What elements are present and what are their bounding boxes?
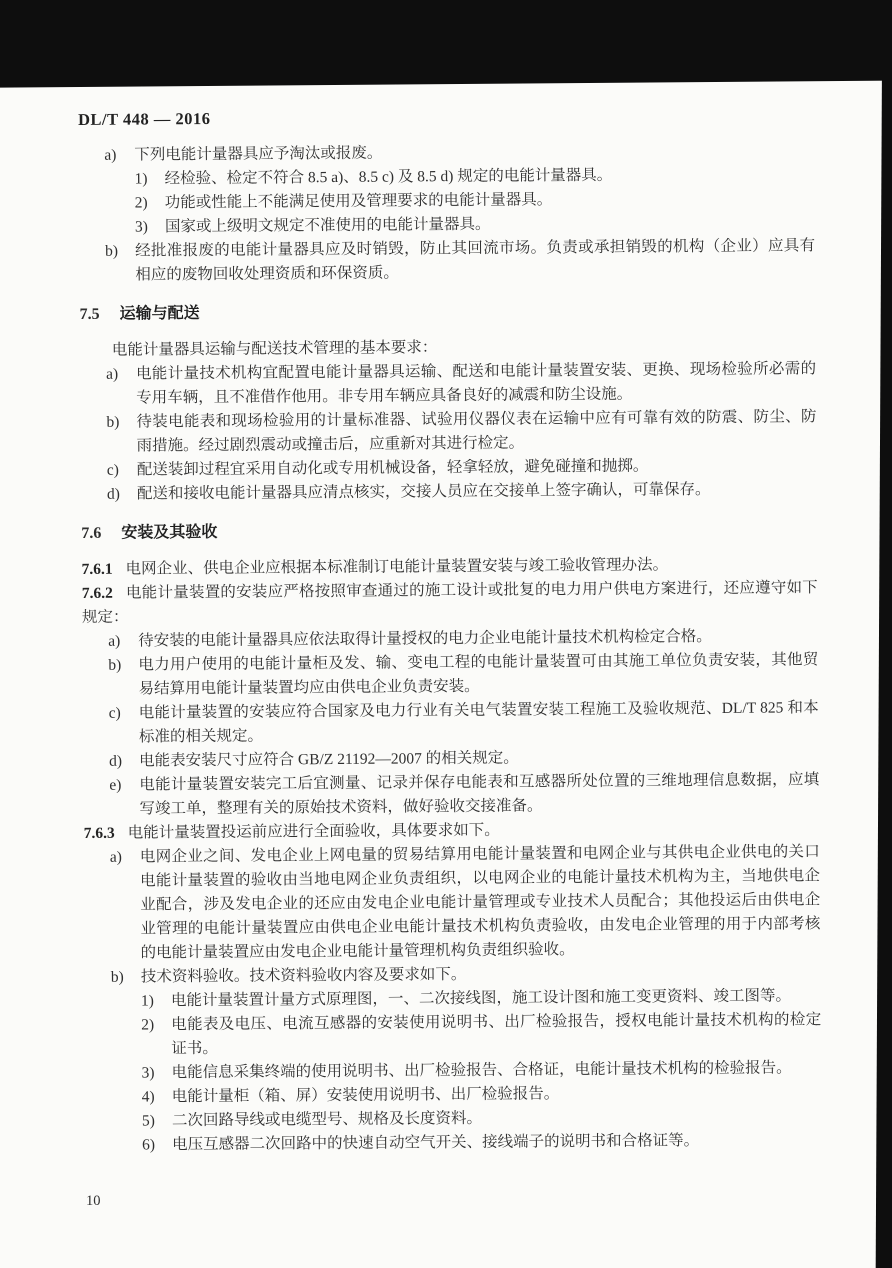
page bbox=[78, 104, 822, 1158]
block-text: 电压互感器二次回路中的快速自动空气开关、接线端子的说明书和合格证等。 bbox=[172, 1132, 700, 1154]
block-text: 经检验、检定不符合 8.5 a)、8.5 c) 及 8.5 d) 规定的电能计量器具。 bbox=[164, 166, 613, 188]
section-number: 7.5 bbox=[79, 305, 100, 323]
item-label: c) bbox=[108, 704, 121, 722]
block-text: 电能计量装置的安装应严格按照审查通过的施工设计或批复的电力用户供电方案进行，还应遵守如下规定： bbox=[81, 579, 818, 626]
block-text: 电网企业之间、发电企业上网电量的贸易结算用电能计量装置和电网企业与其供电企业供电的关口电能计量装置的验收由当地电网企业负责组织，以电网企业的电能计量技术机构为主，当地供电企业配合，涉及发电企业的还应由发电企业电能计量管理或专业技术人员配合；其他投运后由供电企业管理的电能计量装置应由供电企业电能计量技术机构负责验收，由发电企业管理的用于内部考核的电能计量装置应由发电企业电能计量管理机构负责组织验收。 bbox=[139, 843, 821, 962]
item-label: 1) bbox=[134, 170, 148, 188]
block-text: 电能计量器具运输与配送技术管理的基本要求： bbox=[111, 339, 438, 359]
item-label: a) bbox=[104, 146, 117, 164]
document-header: DL/T 448 — 2016 bbox=[78, 108, 211, 129]
block-text: 电能信息采集终端的使用说明书、出厂检验报告、合格证，电能计量技术机构的检验报告。 bbox=[171, 1059, 792, 1082]
block-text: 待安装的电能计量器具应依法取得计量授权的电力企业电能计量技术机构检定合格。 bbox=[138, 628, 712, 650]
section-number: 7.6 bbox=[81, 524, 102, 542]
block-text: 电能计量技术机构宜配置电能计量器具运输、配送和电能计量装置安装、更换、现场检验所必需的专用车辆，且不准借作他用。非专用车辆应具备良好的减震和防尘设施。 bbox=[136, 360, 817, 407]
block-text: 电力用户使用的电能计量柜及发、输、变电工程的电能计量装置可由其施工单位负责安装，其他贸易结算用电能计量装置均应由供电企业负责安装。 bbox=[138, 651, 819, 698]
block-text: 电网企业、供电企业应根据本标准制订电能计量装置安装与竣工验收管理办法。 bbox=[125, 556, 669, 578]
section-heading bbox=[81, 516, 817, 546]
section-number: 7.6.1 bbox=[81, 560, 113, 578]
block-text: 电能计量柜（箱、屏）安装使用说明书、出厂检验报告。 bbox=[171, 1085, 560, 1106]
block-text: 电能计量装置投运前应进行全面验收，具体要求如下。 bbox=[127, 821, 500, 842]
list-item bbox=[86, 1128, 822, 1158]
item-label: a) bbox=[109, 848, 122, 866]
section-number: 7.6.3 bbox=[83, 824, 115, 842]
block-text: 下列电能计量器具应予淘汰或报废。 bbox=[134, 144, 383, 164]
clause-paragraph bbox=[82, 576, 818, 630]
block-text: 电能表安装尺寸应符合 GB/Z 21192—2007 的相关规定。 bbox=[139, 749, 519, 770]
block-text: 运输与配送 bbox=[119, 305, 200, 323]
list-item bbox=[79, 234, 815, 288]
list-item bbox=[80, 405, 816, 459]
block-text: 待装电能表和现场检验用的计量标准器、试验用仪器仪表在运输中应有可靠有效的防震、防尘、防雨措施。经过剧烈震动或撞击后，应重新对其进行检定。 bbox=[136, 408, 817, 455]
block-text: 国家或上级明文规定不准使用的电能计量器具。 bbox=[164, 215, 491, 236]
block-text: 技术资料验收。技术资料验收内容及要求如下。 bbox=[140, 965, 467, 986]
item-label: b) bbox=[108, 656, 122, 674]
item-label: 5) bbox=[141, 1112, 155, 1130]
top-scan-border bbox=[0, 0, 892, 88]
block-text: 经批准报废的电能计量器具应及时销毁，防止其回流市场。负责或承担销毁的机构（企业）应具有相应的废物回收处理资质和环保资质。 bbox=[135, 237, 816, 284]
item-label: c) bbox=[106, 461, 119, 479]
item-label: 3) bbox=[141, 1064, 155, 1082]
block-text: 配送和接收电能计量器具应清点核实，交接人员应在交接单上签字确认，可靠保存。 bbox=[136, 481, 711, 503]
block-text: 二次回路导线或电缆型号、规格及长度资料。 bbox=[171, 1109, 483, 1130]
list-item bbox=[83, 768, 819, 822]
item-label: b) bbox=[105, 242, 119, 260]
item-label: 3) bbox=[134, 218, 148, 236]
item-label: b) bbox=[106, 413, 120, 431]
block-text: 电能表及电压、电流互感器的安装使用说明书、出厂检验报告，授权电能计量技术机构的检定证书。 bbox=[171, 1011, 822, 1058]
item-label: e) bbox=[109, 776, 122, 794]
list-item bbox=[82, 648, 818, 702]
list-item bbox=[85, 1008, 821, 1062]
page-number: 10 bbox=[86, 1193, 101, 1209]
item-label: b) bbox=[110, 968, 124, 986]
item-label: a) bbox=[108, 632, 121, 650]
block-text: 电能计量装置安装完工后宜测量、记录并保存电能表和互感器所处位置的三维地理信息数据，应填写竣工单，整理有关的原始技术资料，做好验收交接准备。 bbox=[139, 771, 820, 818]
block-text: 安装及其验收 bbox=[121, 523, 218, 542]
list-item bbox=[80, 357, 816, 411]
item-label: 2) bbox=[141, 1016, 155, 1034]
section-number: 7.6.2 bbox=[81, 584, 113, 602]
item-label: 2) bbox=[134, 194, 148, 212]
block-text: 配送装卸过程宜采用自动化或专用机械设备，轻拿轻放，避免碰撞和抛掷。 bbox=[136, 457, 649, 479]
block-text: 功能或性能上不能满足使用及管理要求的电能计量器具。 bbox=[164, 191, 553, 212]
list-item bbox=[83, 696, 819, 750]
item-label: a) bbox=[106, 365, 119, 383]
document-body bbox=[78, 138, 822, 1158]
item-label: 6) bbox=[142, 1136, 156, 1154]
block-text: 电能计量装置的安装应符合国家及电力行业有关电气装置安装工程施工及验收规范、DL/T 825 和本标准的相关规定。 bbox=[138, 699, 819, 746]
list-item bbox=[81, 477, 817, 507]
block-text: 电能计量装置计量方式原理图，一、二次接线图，施工设计图和施工变更资料、竣工图等。 bbox=[170, 987, 792, 1010]
item-label: d) bbox=[109, 752, 123, 770]
item-label: 4) bbox=[141, 1088, 155, 1106]
section-heading bbox=[80, 297, 816, 327]
list-item bbox=[84, 840, 821, 966]
item-label: 1) bbox=[140, 992, 154, 1010]
right-scan-border bbox=[876, 0, 892, 1268]
item-label: d) bbox=[106, 485, 121, 503]
